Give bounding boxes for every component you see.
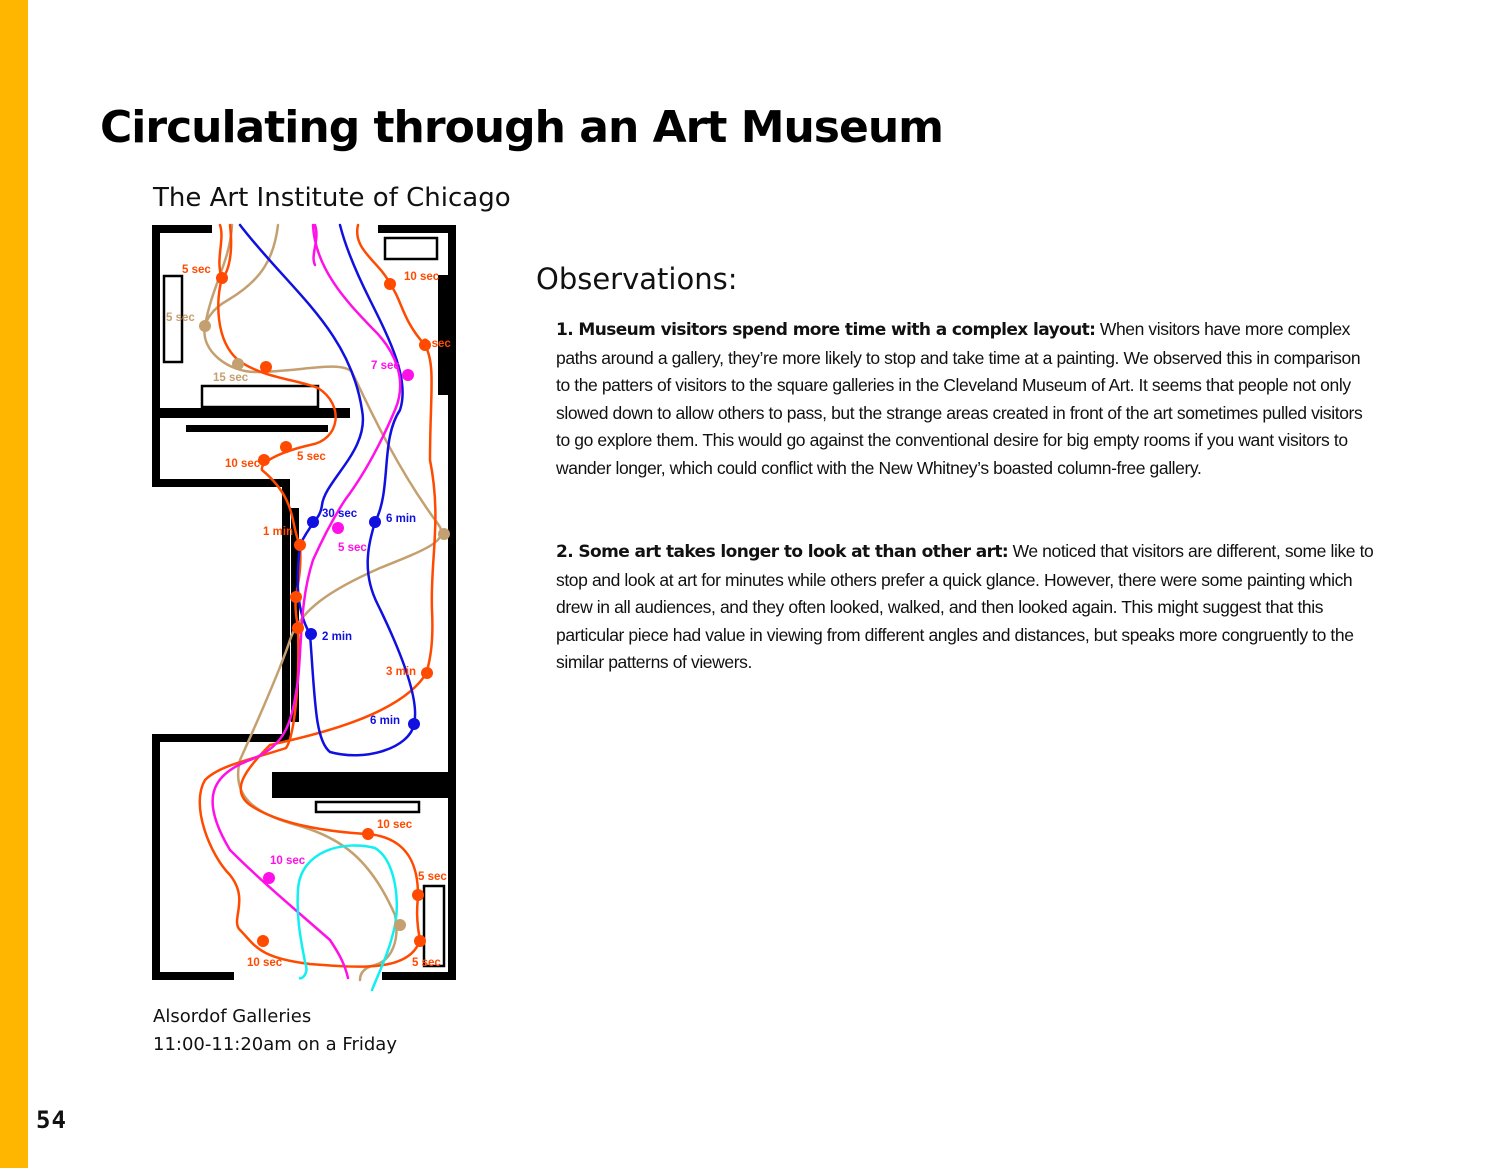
observation-1-lead: 1. Museum visitors spend more time with a complex layout:	[556, 320, 1096, 340]
stop-point	[280, 441, 292, 453]
wall-notch-bottom	[152, 734, 290, 742]
route-tan	[204, 225, 441, 980]
observation-1-text: When visitors have more complex paths around a gallery, they’re more likely to stop and take time at a painting. We observed this in comparison to the patters of visitors to the square galleries in the Cleveland Museum of Art. It seems that people not only slowed down to allow others to pass, but the strange areas created in front of the art sometimes pulled visitors to go explore them. This would go against the conventional desire for big empty rooms if you want visitors to wander longer, which could conflict with the New Whitney’s boasted column-free gallery.	[556, 319, 1363, 478]
stop-point	[216, 272, 228, 284]
side-accent-bar	[0, 0, 28, 1168]
page-number: 54	[36, 1106, 67, 1134]
stop-point	[408, 718, 420, 730]
stop-point	[402, 369, 414, 381]
stop-point	[414, 935, 426, 947]
duration-label: 30 sec	[322, 508, 358, 520]
stop-point	[332, 522, 344, 534]
wall-left-upper	[152, 225, 160, 487]
stop-point	[305, 628, 317, 640]
duration-label: 5 sec	[412, 957, 441, 969]
stop-point	[199, 320, 211, 332]
duration-label: 10 sec	[404, 271, 440, 283]
wall-left-lower	[152, 734, 160, 980]
duration-label: 5 sec	[182, 264, 211, 276]
stop-point	[384, 278, 396, 290]
duration-label: 2 min	[322, 631, 353, 643]
duration-label: 3 sec	[422, 338, 451, 350]
duration-label: 10 sec	[377, 819, 413, 831]
duration-label: 3 min	[386, 666, 417, 678]
display-case-bottom-right	[424, 886, 444, 966]
display-case-top-right	[385, 238, 437, 259]
wall-top-right	[378, 225, 456, 233]
display-case-lower	[316, 802, 419, 812]
wall-top-left	[152, 225, 212, 233]
wall-bottom-right	[382, 972, 456, 980]
partition-upper	[160, 408, 350, 418]
stop-point	[307, 516, 319, 528]
stop-point	[412, 889, 424, 901]
display-wall-right	[438, 275, 448, 395]
duration-label: 6 min	[370, 715, 401, 727]
stop-point	[394, 919, 406, 931]
observation-2-lead: 2. Some art takes longer to look at than other art:	[556, 542, 1009, 562]
duration-label: 10 sec	[225, 458, 261, 470]
stop-point	[260, 361, 272, 373]
page-subtitle: The Art Institute of Chicago	[153, 183, 511, 213]
route-cyan	[298, 845, 397, 990]
observation-2-text: We noticed that visitors are different, some like to stop and look at art for minutes while others prefer a quick glance. However, there were some painting which drew in all audiences, and they often looked, walked, and then looked again. This might suggest that this particular piece had value in viewing from different angles and distances, but speaks more congruently to the similar patterns of viewers.	[556, 541, 1374, 672]
stop-point	[263, 872, 275, 884]
stop-point	[421, 667, 433, 679]
wall-bottom-left	[152, 972, 234, 980]
stop-point	[257, 935, 269, 947]
caption-gallery-name: Alsordof Galleries	[153, 1006, 312, 1027]
partition-lower	[272, 772, 448, 798]
duration-label: 15 sec	[213, 372, 249, 384]
duration-label: 1 min	[263, 526, 294, 538]
duration-label: 7 sec	[371, 360, 400, 372]
observation-1	[556, 316, 1376, 482]
stop-point	[438, 528, 450, 540]
stop-point	[292, 622, 304, 634]
page-title: Circulating through an Art Museum	[100, 102, 944, 153]
duration-label: 10 sec	[270, 855, 306, 867]
route-tan-2	[205, 225, 278, 326]
display-case-upper	[202, 386, 318, 407]
duration-label: 6 min	[386, 513, 417, 525]
duration-label: 5 sec	[418, 871, 447, 883]
observations-heading: Observations:	[536, 262, 738, 296]
stop-point	[290, 591, 302, 603]
stop-point	[232, 358, 244, 370]
stop-point	[294, 539, 306, 551]
floorplan-caption	[153, 1003, 397, 1059]
caption-time: 11:00-11:20am on a Friday	[153, 1034, 397, 1055]
wall-notch-side	[282, 479, 290, 742]
observation-2	[556, 538, 1376, 677]
duration-label: 5 sec	[166, 312, 195, 324]
duration-label: 5 sec	[297, 451, 326, 463]
duration-label: 5 sec	[338, 542, 367, 554]
floor-plan-diagram	[150, 222, 460, 997]
duration-label: 10 sec	[247, 957, 283, 969]
partition-bench	[186, 425, 328, 432]
wall-notch-top	[152, 479, 290, 487]
stop-point	[362, 828, 374, 840]
stop-point	[369, 516, 381, 528]
